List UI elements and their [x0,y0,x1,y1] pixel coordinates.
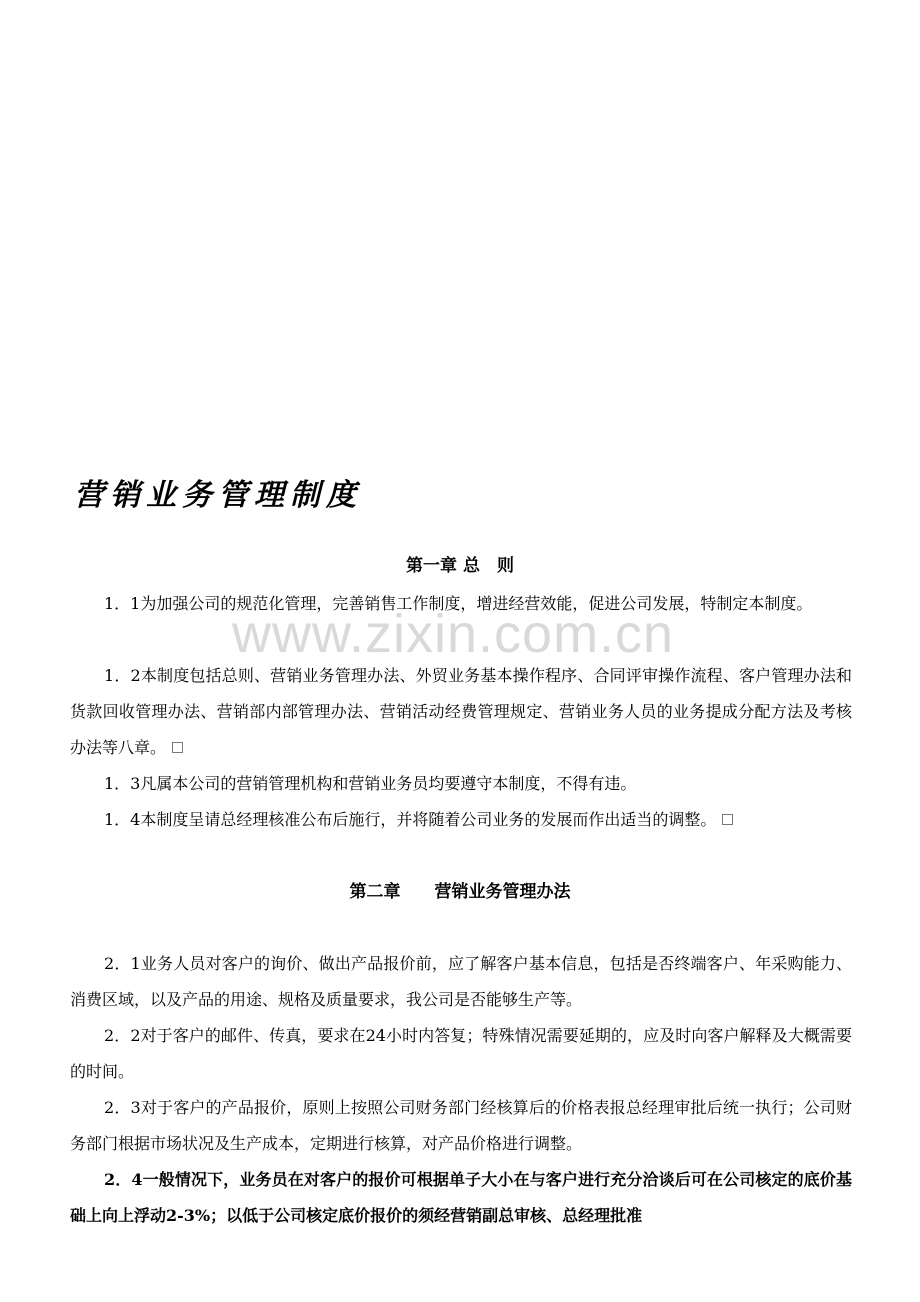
paragraph-text: 2．4一般情况下，业务员在对客户的报价可根据单子大小在与客户进行充分洽谈后可在公司核定的底价基础上向上浮动2-3%；以低于公司核定底价报价的须经营销副总审核、总经理批准 [70,1170,852,1225]
paragraph-2-1 [70,946,852,1018]
chapter-2-heading: 第二章 营销业务管理办法 [349,882,571,902]
paragraph-text: 2．1业务人员对客户的询价、做出产品报价前，应了解客户基本信息，包括是否终端客户、年采购能力、消费区域，以及产品的用途、规格及质量要求，我公司是否能够生产等。 [70,954,852,1009]
watermark: www.zixin.com.cn [232,604,675,664]
paragraph-2-4 [70,1162,852,1234]
paragraph-text: 2．3对于客户的产品报价，原则上按照公司财务部门经核算后的价格表报总经理审批后统一执行；公司财务部门根据市场状况及生产成本，定期进行核算，对产品价格进行调整。 [70,1098,852,1153]
paragraph-1-1 [70,586,852,622]
paragraph-text: 1．3凡属本公司的营销管理机构和营销业务员均要遵守本制度，不得有违。 [104,774,637,793]
paragraph-text: 1．2本制度包括总则、营销业务管理办法、外贸业务基本操作程序、合同评审操作流程、客户管理办法和货款回收管理办法、营销部内部管理办法、营销活动经费管理规定、营销业务人员的业务提成分配方法及考核办法等八章。 [70,666,852,757]
paragraph-text: 1．4本制度呈请总经理核准公布后施行，并将随着公司业务的发展而作出适当的调整。 [104,810,717,829]
chapter-1-heading: 第一章 总 则 [406,556,514,576]
paragraph-text: 1．1为加强公司的规范化管理，完善销售工作制度，增进经营效能，促进公司发展，特制定本制度。 [104,594,813,613]
paragraph-1-2 [70,658,852,766]
paragraph-1-3 [70,766,852,802]
paragraph-2-3 [70,1090,852,1162]
document-title: 营销业务管理制度 [74,478,362,513]
paragraph-text: 2．2对于客户的邮件、传真，要求在24小时内答复；特殊情况需要延期的，应及时向客户解释及大概需要的时间。 [70,1026,852,1081]
placeholder-box-icon [722,814,733,825]
paragraph-1-4 [70,802,852,838]
paragraph-2-2 [70,1018,852,1090]
placeholder-box-icon [172,742,183,753]
